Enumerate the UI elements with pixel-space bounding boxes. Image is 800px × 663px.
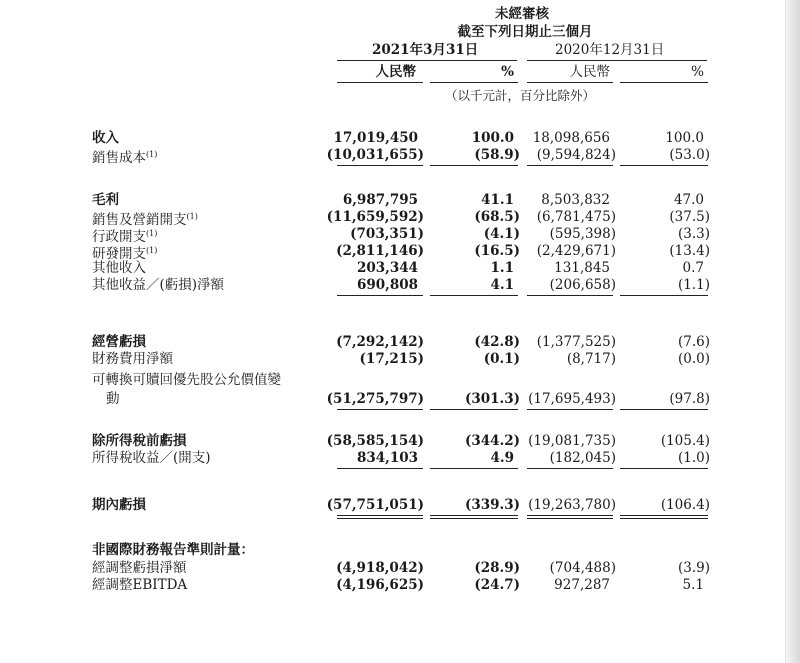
other-income-pct-2021: 1.1 xyxy=(490,260,514,276)
pretax-2021: (58,585,154) xyxy=(326,433,424,449)
other-gains-2021: 690,808 xyxy=(356,277,418,293)
unit-note: （以千元計，百分比除外） xyxy=(444,88,595,103)
subtotal-rule xyxy=(527,165,613,166)
fair-value-pct-2020: (97.8) xyxy=(669,391,710,407)
date-2020-heading: 2020年12月31日 xyxy=(555,42,665,58)
selling-pct-2020: (37.5) xyxy=(669,209,710,225)
subtotal-rule xyxy=(337,409,423,410)
period-loss-pct-2020: (106.4) xyxy=(660,497,710,513)
row-label-period-loss: 期內虧損 xyxy=(92,497,146,513)
tax-2020: (182,045) xyxy=(549,450,616,466)
revenue-2020: 18,098,656 xyxy=(532,130,610,146)
row-label-other-gains: 其他收益／(虧損)淨額 xyxy=(92,277,225,293)
subtotal-rule xyxy=(527,468,613,469)
finance-pct-2020: (0.0) xyxy=(677,351,710,367)
col-pct-2021: % xyxy=(501,64,514,80)
non-ifrs-heading: 非國際財務報告準則計量： xyxy=(92,542,254,558)
subtotal-rule xyxy=(430,468,518,469)
finance-pct-2021: (0.1) xyxy=(483,351,520,367)
tax-pct-2021: 4.9 xyxy=(490,450,514,466)
finance-2021: (17,215) xyxy=(359,351,424,367)
col-rule-4 xyxy=(620,82,708,83)
period-heading: 截至下列日期止三個月 xyxy=(457,24,593,40)
subtotal-rule xyxy=(430,409,518,410)
date-2021-heading: 2021年3月31日 xyxy=(372,42,479,58)
finance-2020: (8,717) xyxy=(566,351,616,367)
fair-value-pct-2021: (301.3) xyxy=(464,391,520,407)
row-label-gross-profit: 毛利 xyxy=(92,192,119,208)
revenue-pct-2021: 100.0 xyxy=(471,130,514,146)
row-label-cost-of-sales: 銷售成本$^{(1)}$ xyxy=(92,150,158,166)
adj-net-loss-pct-2020: (3.9) xyxy=(677,560,710,576)
gross-profit-2021: 6,987,795 xyxy=(342,192,418,208)
cost-of-sales-pct-2021: (58.9) xyxy=(474,147,520,163)
adj-net-loss-pct-2021: (28.9) xyxy=(474,560,520,576)
gross-profit-pct-2021: 41.1 xyxy=(481,192,514,208)
admin-pct-2021: (4.1) xyxy=(483,226,520,242)
total-double-rule xyxy=(620,515,708,519)
operating-loss-2021: (7,292,142) xyxy=(336,334,424,350)
other-income-2020: 131,845 xyxy=(554,260,610,276)
pretax-2020: (19,081,735) xyxy=(528,433,616,449)
row-label-pretax: 除所得稅前虧損 xyxy=(92,433,187,449)
subtotal-rule xyxy=(620,468,708,469)
col-pct-2020: % xyxy=(691,64,704,80)
row-label-fair-value: 可轉換可贖回優先股公允價值變 xyxy=(92,372,281,388)
rnd-2021: (2,811,146) xyxy=(336,243,424,259)
row-label-adj-net-loss: 經調整虧損淨額 xyxy=(92,560,187,576)
row-label-rnd: 研發開支$^{(1)}$ xyxy=(92,246,158,262)
total-double-rule xyxy=(430,515,518,519)
pretax-pct-2020: (105.4) xyxy=(660,433,710,449)
row-label-other-income: 其他收入 xyxy=(92,260,146,276)
col-rule-2 xyxy=(430,82,518,83)
period-loss-2021: (57,751,051) xyxy=(326,497,424,513)
header-rule-2021 xyxy=(337,60,517,61)
row-label-adj-ebitda: 經調整EBITDA xyxy=(92,577,188,593)
selling-2020: (6,781,475) xyxy=(536,209,616,225)
unaudited-heading: 未經審核 xyxy=(495,6,549,22)
col-rmb-2020: 人民幣 xyxy=(569,64,610,80)
gross-profit-2020: 8,503,832 xyxy=(541,192,610,208)
col-rule-3 xyxy=(527,82,613,83)
rnd-2020: (2,429,671) xyxy=(536,243,616,259)
other-gains-2020: (206,658) xyxy=(549,277,616,293)
subtotal-rule xyxy=(430,165,518,166)
subtotal-rule xyxy=(620,409,708,410)
operating-loss-pct-2021: (42.8) xyxy=(474,334,520,350)
other-gains-pct-2020: (1.1) xyxy=(677,277,710,293)
operating-loss-2020: (1,377,525) xyxy=(536,334,616,350)
selling-pct-2021: (68.5) xyxy=(474,209,520,225)
subtotal-rule xyxy=(620,295,708,296)
adj-ebitda-pct-2020: 5.1 xyxy=(682,577,704,593)
selling-2021: (11,659,592) xyxy=(326,209,424,225)
row-label-revenue: 收入 xyxy=(92,130,119,146)
row-label-finance: 財務費用淨額 xyxy=(92,351,173,367)
other-income-pct-2020: 0.7 xyxy=(682,260,704,276)
total-double-rule xyxy=(337,515,423,519)
row-label-tax: 所得稅收益／(開支) xyxy=(92,450,211,466)
admin-pct-2020: (3.3) xyxy=(677,226,710,242)
adj-net-loss-2020: (704,488) xyxy=(549,560,616,576)
tax-pct-2020: (1.0) xyxy=(677,450,710,466)
admin-2021: (703,351) xyxy=(350,226,424,242)
col-rule-1 xyxy=(337,82,423,83)
row-label-admin: 行政開支$^{(1)}$ xyxy=(92,229,158,245)
revenue-2021: 17,019,450 xyxy=(333,130,418,146)
cost-of-sales-pct-2020: (53.0) xyxy=(669,147,710,163)
col-rmb-2021: 人民幣 xyxy=(375,64,416,80)
subtotal-rule xyxy=(620,165,708,166)
pretax-pct-2021: (344.2) xyxy=(464,433,520,449)
fair-value-2021: (51,275,797) xyxy=(326,391,424,407)
total-double-rule xyxy=(527,515,613,519)
period-loss-2020: (19,263,780) xyxy=(528,497,616,513)
adj-net-loss-2021: (4,918,042) xyxy=(336,560,424,576)
row-label-operating-loss: 經營虧損 xyxy=(92,334,146,350)
subtotal-rule xyxy=(527,409,613,410)
header-rule-2020 xyxy=(527,60,707,61)
period-loss-pct-2021: (339.3) xyxy=(464,497,520,513)
page-edge xyxy=(786,0,800,663)
subtotal-rule xyxy=(337,165,423,166)
adj-ebitda-2020: 927,287 xyxy=(554,577,610,593)
fair-value-2020: (17,695,493) xyxy=(528,391,616,407)
operating-loss-pct-2020: (7.6) xyxy=(677,334,710,350)
row-label-fair-value-cont: 動 xyxy=(106,391,120,407)
gross-profit-pct-2020: 47.0 xyxy=(673,192,704,208)
rnd-pct-2020: (13.4) xyxy=(669,243,710,259)
subtotal-rule xyxy=(337,295,423,296)
other-gains-pct-2021: 4.1 xyxy=(490,277,514,293)
other-income-2021: 203,344 xyxy=(356,260,418,276)
subtotal-rule xyxy=(337,468,423,469)
adj-ebitda-pct-2021: (24.7) xyxy=(474,577,520,593)
cost-of-sales-2020: (9,594,824) xyxy=(536,147,616,163)
rnd-pct-2021: (16.5) xyxy=(474,243,520,259)
cost-of-sales-2021: (10,031,655) xyxy=(326,147,424,163)
row-label-selling: 銷售及營銷開支$^{(1)}$ xyxy=(92,212,198,228)
admin-2020: (595,398) xyxy=(549,226,616,242)
subtotal-rule xyxy=(430,295,518,296)
adj-ebitda-2021: (4,196,625) xyxy=(336,577,424,593)
subtotal-rule xyxy=(527,295,613,296)
tax-2021: 834,103 xyxy=(356,450,418,466)
revenue-pct-2020: 100.0 xyxy=(665,130,704,146)
